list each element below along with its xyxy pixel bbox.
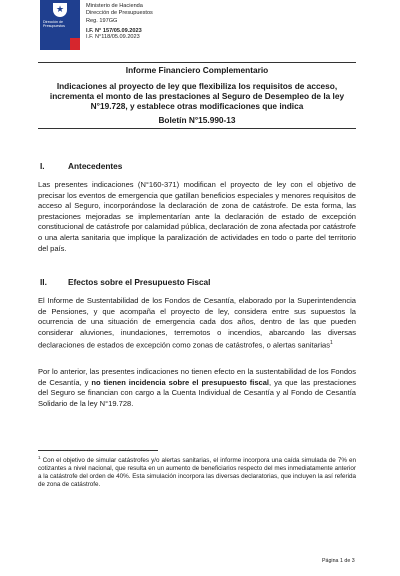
bulletin-number: Boletín N°15.990-13 bbox=[158, 115, 236, 125]
section-heading-antecedentes: I. Antecedentes bbox=[40, 161, 123, 171]
header-institution bbox=[86, 3, 153, 25]
header-line-direction: Dirección de Presupuestos bbox=[86, 10, 153, 17]
footnote-rule bbox=[38, 450, 158, 451]
section-fiscal-paragraph-1: El Informe de Sustentabilidad de los Fondos de Cesantía, elaborado por la Superintendencia de Pensiones, y que acompaña el proyecto de ley, considera entre sus supuestos la ocurrencia de una situación de emergencia cada dos años, dentro de las que pueden considerar aluviones, inundaciones, terremotos o incendios, abarcando las diversas declaraciones de estados de excepción como zonas de catástrofes, o alertas sanitarias$^1$ bbox=[38, 296, 356, 350]
header-line-reg: Reg. 197GG bbox=[86, 17, 118, 24]
logo-red-block bbox=[70, 38, 80, 50]
logo-text: Dirección de Presupuestos bbox=[43, 20, 65, 29]
title-top-rule bbox=[38, 62, 356, 63]
footnote-reference: 1 bbox=[329, 340, 333, 347]
reference-number-2: I.F. N°118/05.09.2023 bbox=[86, 34, 140, 40]
report-reference bbox=[86, 28, 142, 40]
report-subject: Indicaciones al proyecto de ley que flexibiliza los requisitos de acceso, incrementa el monto de las prestaciones al Seguro de Desempleo de la ley N°19.728, y establece otras modificaciones que indica bbox=[49, 81, 345, 112]
page-number: Página 1 de 3 bbox=[322, 558, 355, 564]
government-logo bbox=[40, 0, 80, 50]
section-heading-fiscal-effects: II. Efectos sobre el Presupuesto Fiscal bbox=[40, 277, 211, 287]
header-line-ministry: Ministerio de Hacienda bbox=[86, 3, 143, 9]
title-bottom-rule bbox=[38, 128, 356, 129]
reference-number-1: I.F. N° 157/05.09.2023 bbox=[86, 28, 142, 34]
report-type: Informe Financiero Complementario bbox=[125, 65, 269, 75]
footnote: $^1$ Con el objetivo de simular catástrofes y/o alertas sanitarias, el informe incorpora una caída simulada de 7% en cotizantes a nivel nacional, que resulta en un aumento de beneficiarios respecto del mes inmediatamente anterior a la catástrofe del orden de 40%. Esta simulación incorpora las diversas declaratorias, que incluyen la así referida de zona de catástrofe. bbox=[38, 455, 356, 489]
emphasis-no-fiscal-impact: no tienen incidencia sobre el presupuesto fiscal bbox=[91, 377, 270, 387]
coat-of-arms-icon: ★ bbox=[53, 3, 67, 17]
section-antecedentes-body: Las presentes indicaciones (N°160-371) modifican el proyecto de ley con el objetivo de precisar los eventos de emergencia que gatillan beneficios especiales y menores requisitos de acceso al Seguro, incorporándose la declaración de zona de catástrofe. De esta forma, las prestaciones mejoradas se implementarían ante la declaración de estado de excepción constitucional de catástrofe por calamidad pública, declaración de zona afectada por catástrofe o una alerta sanitaria que implique la paralización de actividades en todo o parte del territorio del país. bbox=[38, 180, 357, 253]
section-fiscal-paragraph-2: Por lo anterior, las presentes indicaciones no tienen efecto en la sustentabilidad de los Fondos de Cesantía, y no tienen incidencia sobre el presupuesto fiscal, ya que las prestaciones del Seguro se financian con cargo a la Cuenta Individual de Cesantía y al Fondo de Cesantía Solidario de la ley N°19.728. bbox=[38, 367, 356, 408]
